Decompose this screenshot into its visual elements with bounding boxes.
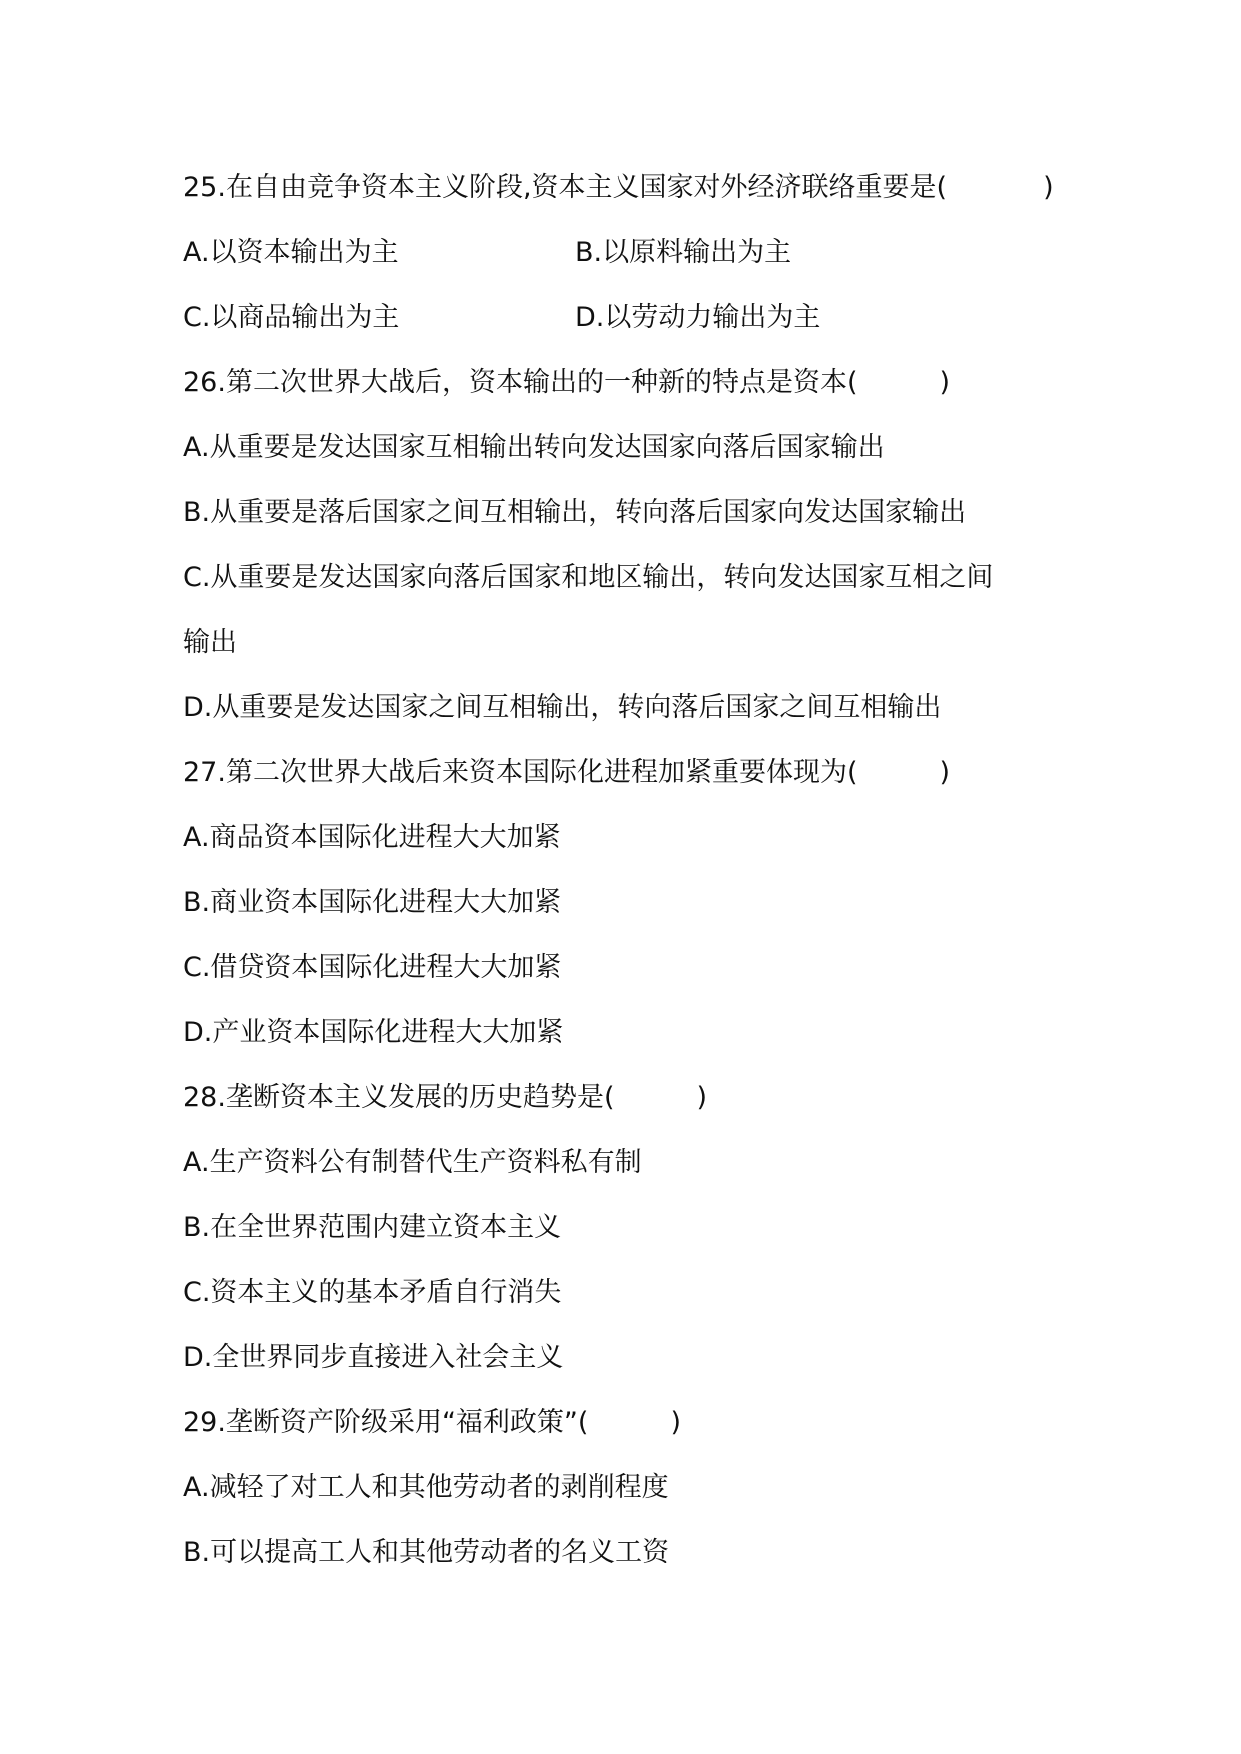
question-close-paren: ) [1043, 172, 1054, 203]
question-25-options-row-1 [183, 227, 1113, 292]
option-c: C.资本主义的基本矛盾自行消失 [183, 1277, 562, 1308]
question-25-options-row-2 [183, 292, 1113, 357]
question-26-stem [183, 357, 1113, 422]
option-a: A.从重要是发达国家互相输出转向发达国家向落后国家输出 [183, 432, 885, 463]
document-page [183, 162, 1113, 1592]
question-stem-text: 29.垄断资产阶级采用“福利政策”( [183, 1407, 589, 1438]
option-b: B.在全世界范围内建立资本主义 [183, 1212, 562, 1243]
question-close-paren: ) [939, 367, 951, 398]
option-a: A.以资本输出为主 [183, 237, 399, 268]
question-close-paren: ) [696, 1082, 708, 1113]
option-b: B.从重要是落后国家之间互相输出，转向落后国家向发达国家输出 [183, 497, 967, 528]
option-c-continuation: 输出 [183, 627, 237, 658]
option-c: C.从重要是发达国家向落后国家和地区输出，转向发达国家互相之间 [183, 562, 994, 593]
question-stem-text: 25.在自由竞争资本主义阶段,资本主义国家对外经济联络重要是( [183, 172, 948, 203]
question-27-stem [183, 747, 1113, 812]
question-stem-text: 26.第二次世界大战后，资本输出的一种新的特点是资本( [183, 367, 858, 398]
option-c: C.借贷资本国际化进程大大加紧 [183, 952, 562, 983]
option-d: D.产业资本国际化进程大大加紧 [183, 1017, 564, 1048]
question-close-paren: ) [670, 1407, 681, 1438]
option-b: B.可以提高工人和其他劳动者的名义工资 [183, 1537, 670, 1568]
question-25-stem [183, 162, 1113, 227]
option-c: C.以商品输出为主 [183, 302, 400, 333]
option-b: B.以原料输出为主 [575, 237, 792, 268]
option-b: B.商业资本国际化进程大大加紧 [183, 887, 562, 918]
option-d: D.全世界同步直接进入社会主义 [183, 1342, 564, 1373]
question-stem-text: 27.第二次世界大战后来资本国际化进程加紧重要体现为( [183, 757, 858, 788]
option-a: A.生产资料公有制替代生产资料私有制 [183, 1147, 642, 1178]
option-d: D.从重要是发达国家之间互相输出，转向落后国家之间互相输出 [183, 692, 942, 723]
question-29-stem [183, 1397, 1113, 1462]
option-a: A.减轻了对工人和其他劳动者的剥削程度 [183, 1472, 669, 1503]
question-stem-text: 28.垄断资本主义发展的历史趋势是( [183, 1082, 615, 1113]
option-d: D.以劳动力输出为主 [575, 302, 821, 333]
question-28-stem [183, 1072, 1113, 1137]
option-a: A.商品资本国际化进程大大加紧 [183, 822, 561, 853]
question-close-paren: ) [939, 757, 951, 788]
